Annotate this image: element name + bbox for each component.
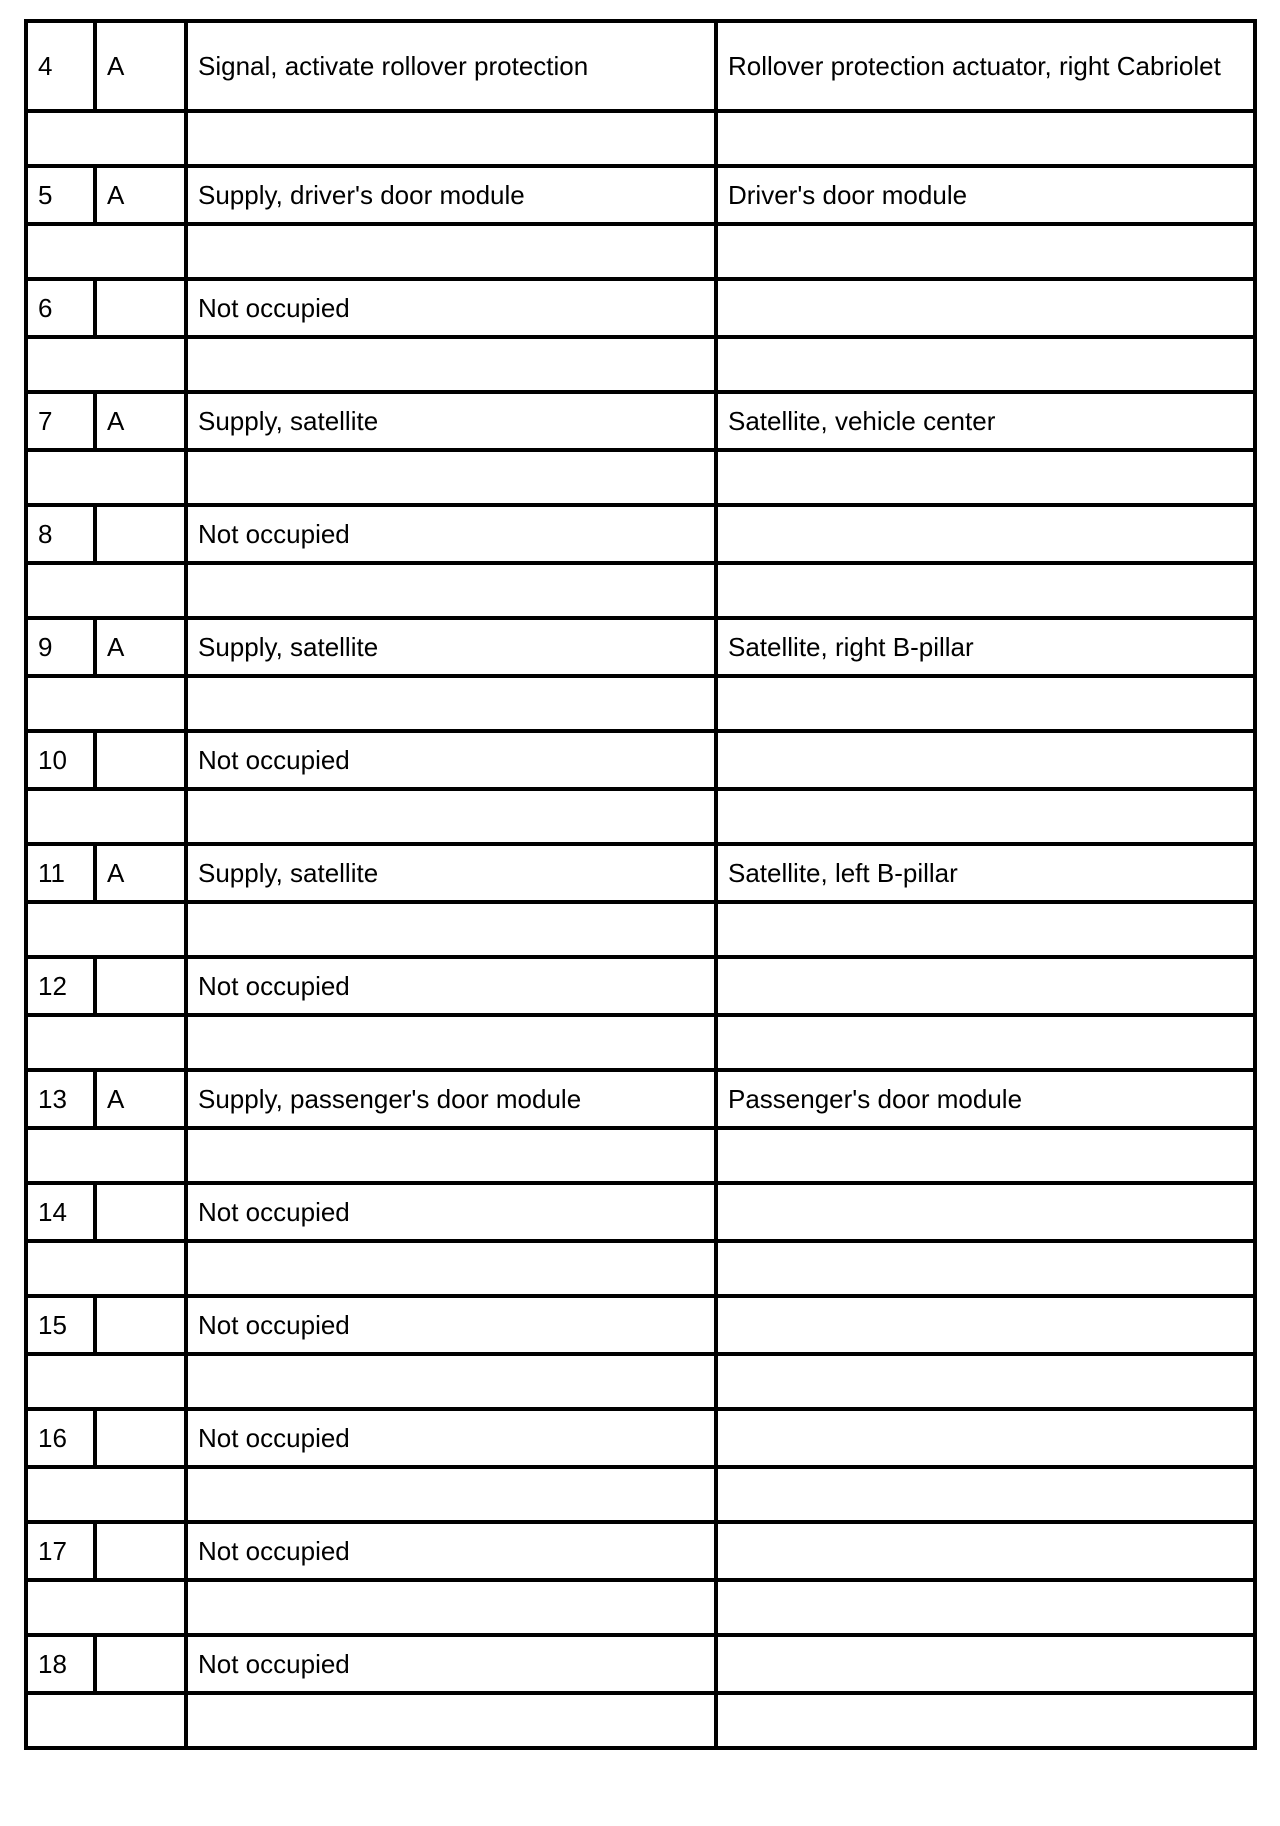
description-cell: Not occupied (186, 1296, 716, 1354)
description-cell: Not occupied (186, 957, 716, 1015)
description-cell: Not occupied (186, 1409, 716, 1467)
empty-cell (186, 1241, 716, 1296)
empty-cell (186, 1693, 716, 1748)
empty-cell (26, 1241, 186, 1296)
table-row (26, 844, 1255, 902)
empty-cell (26, 224, 186, 279)
spacer-row (26, 450, 1255, 505)
pin-number-cell: 9 (26, 618, 95, 676)
signal-type-cell (95, 957, 186, 1015)
component-cell: Satellite, left B-pillar (716, 844, 1255, 902)
empty-cell (716, 1467, 1255, 1522)
empty-cell (716, 902, 1255, 957)
empty-cell (186, 337, 716, 392)
signal-type-cell: A (95, 21, 186, 111)
empty-cell (186, 902, 716, 957)
description-cell: Not occupied (186, 1522, 716, 1580)
empty-cell (26, 337, 186, 392)
signal-type-cell (95, 279, 186, 337)
empty-cell (26, 789, 186, 844)
empty-cell (26, 1015, 186, 1070)
signal-type-cell: A (95, 1070, 186, 1128)
table-row (26, 1409, 1255, 1467)
empty-cell (186, 1128, 716, 1183)
empty-cell (26, 1693, 186, 1748)
component-cell (716, 731, 1255, 789)
pin-table-body (26, 21, 1255, 1748)
description-cell: Not occupied (186, 1183, 716, 1241)
empty-cell (716, 337, 1255, 392)
empty-cell (26, 563, 186, 618)
signal-type-cell (95, 1183, 186, 1241)
empty-cell (716, 1128, 1255, 1183)
empty-cell (26, 676, 186, 731)
spacer-row (26, 337, 1255, 392)
empty-cell (186, 224, 716, 279)
empty-cell (26, 1354, 186, 1409)
empty-cell (716, 1241, 1255, 1296)
spacer-row (26, 1693, 1255, 1748)
signal-type-cell: A (95, 844, 186, 902)
table-row (26, 618, 1255, 676)
signal-type-cell: A (95, 392, 186, 450)
component-cell: Rollover protection actuator, right Cabriolet (716, 21, 1255, 111)
empty-cell (186, 450, 716, 505)
pin-number-cell: 17 (26, 1522, 95, 1580)
component-cell (716, 1635, 1255, 1693)
empty-cell (716, 111, 1255, 166)
empty-cell (186, 111, 716, 166)
empty-cell (26, 450, 186, 505)
table-row (26, 957, 1255, 1015)
spacer-row (26, 1354, 1255, 1409)
table-row (26, 1522, 1255, 1580)
empty-cell (26, 1467, 186, 1522)
empty-cell (186, 563, 716, 618)
empty-cell (716, 1015, 1255, 1070)
empty-cell (186, 1015, 716, 1070)
signal-type-cell (95, 505, 186, 563)
empty-cell (716, 1354, 1255, 1409)
spacer-row (26, 563, 1255, 618)
table-row (26, 392, 1255, 450)
pin-number-cell: 15 (26, 1296, 95, 1354)
pin-assignment-table (24, 19, 1257, 1750)
component-cell (716, 279, 1255, 337)
component-cell: Passenger's door module (716, 1070, 1255, 1128)
empty-cell (186, 1354, 716, 1409)
signal-type-cell (95, 1296, 186, 1354)
signal-type-cell (95, 1522, 186, 1580)
empty-cell (716, 450, 1255, 505)
spacer-row (26, 902, 1255, 957)
empty-cell (716, 789, 1255, 844)
table-row (26, 279, 1255, 337)
component-cell (716, 1522, 1255, 1580)
table-row (26, 166, 1255, 224)
spacer-row (26, 1128, 1255, 1183)
description-cell: Not occupied (186, 1635, 716, 1693)
spacer-row (26, 1467, 1255, 1522)
empty-cell (716, 563, 1255, 618)
pin-number-cell: 7 (26, 392, 95, 450)
spacer-row (26, 789, 1255, 844)
table-row (26, 21, 1255, 111)
pin-number-cell: 13 (26, 1070, 95, 1128)
empty-cell (716, 224, 1255, 279)
pin-number-cell: 12 (26, 957, 95, 1015)
description-cell: Supply, satellite (186, 844, 716, 902)
component-cell (716, 1183, 1255, 1241)
pin-number-cell: 16 (26, 1409, 95, 1467)
description-cell: Supply, satellite (186, 618, 716, 676)
spacer-row (26, 224, 1255, 279)
pin-number-cell: 8 (26, 505, 95, 563)
signal-type-cell (95, 1409, 186, 1467)
pin-number-cell: 5 (26, 166, 95, 224)
empty-cell (716, 676, 1255, 731)
component-cell (716, 1409, 1255, 1467)
spacer-row (26, 111, 1255, 166)
table-row (26, 1635, 1255, 1693)
table-row (26, 1296, 1255, 1354)
table-row (26, 731, 1255, 789)
pin-number-cell: 11 (26, 844, 95, 902)
spacer-row (26, 1241, 1255, 1296)
component-cell: Satellite, vehicle center (716, 392, 1255, 450)
description-cell: Signal, activate rollover protection (186, 21, 716, 111)
component-cell (716, 957, 1255, 1015)
component-cell: Satellite, right B-pillar (716, 618, 1255, 676)
table-row (26, 1183, 1255, 1241)
signal-type-cell: A (95, 618, 186, 676)
description-cell: Not occupied (186, 505, 716, 563)
description-cell: Supply, satellite (186, 392, 716, 450)
empty-cell (26, 902, 186, 957)
pin-number-cell: 10 (26, 731, 95, 789)
pin-number-cell: 6 (26, 279, 95, 337)
spacer-row (26, 1580, 1255, 1635)
empty-cell (26, 1580, 186, 1635)
spacer-row (26, 676, 1255, 731)
description-cell: Not occupied (186, 279, 716, 337)
empty-cell (186, 1580, 716, 1635)
component-cell: Driver's door module (716, 166, 1255, 224)
empty-cell (26, 111, 186, 166)
table-row (26, 505, 1255, 563)
description-cell: Not occupied (186, 731, 716, 789)
empty-cell (26, 1128, 186, 1183)
spacer-row (26, 1015, 1255, 1070)
description-cell: Supply, passenger's door module (186, 1070, 716, 1128)
description-cell: Supply, driver's door module (186, 166, 716, 224)
empty-cell (186, 676, 716, 731)
empty-cell (186, 1467, 716, 1522)
empty-cell (186, 789, 716, 844)
signal-type-cell: A (95, 166, 186, 224)
pin-number-cell: 4 (26, 21, 95, 111)
pin-number-cell: 14 (26, 1183, 95, 1241)
component-cell (716, 1296, 1255, 1354)
component-cell (716, 505, 1255, 563)
pin-number-cell: 18 (26, 1635, 95, 1693)
table-row (26, 1070, 1255, 1128)
signal-type-cell (95, 731, 186, 789)
empty-cell (716, 1580, 1255, 1635)
empty-cell (716, 1693, 1255, 1748)
signal-type-cell (95, 1635, 186, 1693)
